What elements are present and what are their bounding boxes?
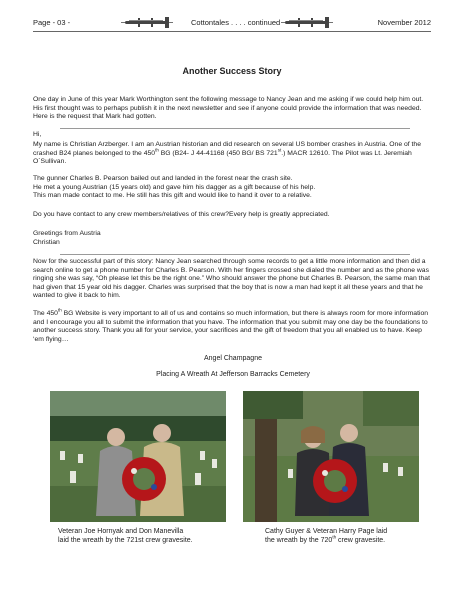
letter-signature: Christian <box>33 239 60 246</box>
letter-paragraph-2: The gunner Charles B. Pearson bailed out and landed in the forest near the crash site. He met a young Austrian (15 years old) and gave him his dagger as a gift because of his help. This man made contact to me. He still has this gift and would like to hand it over to a relative. <box>33 175 316 200</box>
website-paragraph: The 450th BG Website is very important to all of us and contains so much information, but there is always room for more information and I encourage you all to submit the information that you have. The information that you submit may one day be the foundations to another success story. Thank you all for your service, your sacrifices and the gift of freedom that you all enabled us to have. Keep ‘em flying… <box>33 307 429 343</box>
photo-wreath-right <box>243 391 419 522</box>
section-title: Cottontales . . . . continued <box>191 18 281 27</box>
newsletter-date: November 2012 <box>377 18 431 27</box>
page-header <box>33 15 431 31</box>
header-divider <box>33 31 431 32</box>
bomber-icon-right <box>281 15 333 29</box>
intro-paragraph: One day in June of this year Mark Worthington sent the following message to Nancy Jean and me asking if we could help him out. His first thought was to perhaps publish it in the next newsletter and see if anyone could provide the information that was needed. Here is the request that Mark had gotten. <box>33 96 424 121</box>
photo-heading: Placing A Wreath At Jefferson Barracks Cemetery <box>156 371 310 378</box>
letter-closing: Greetings from Austria <box>33 230 101 237</box>
letter-paragraph-1: My name is Christian Arzberger. I am an Austrian historian and did research on several US bomber crashes in Austria. One of the crashed B24 planes belonged to the 450th BG (B24- J 44-41168 (450 BG/ BS 721st.) MACR 12610. The Pilot was Lt. Jeremiah O`Sullivan. <box>33 141 421 166</box>
caption-left: Veteran Joe Hornyak and Don Manevilla laid the wreath by the 721st crew gravesite. <box>58 528 193 544</box>
story-paragraph: Now for the successful part of this story: Nancy Jean searched through some records to get a little more information and then did a search online to get a phone number for Charles B. Pearson. With her fingers crossed she dialed the number and as the phone was ringing she was say, “Oh please let this be the right one.” Who should answer the phone but Charles B. Pearson, the same man that had given that 15 year old his dagger. Charles was surprised that the boy that is now a man had kept it all these years and that he wanted to give it back to him. <box>33 258 430 300</box>
author-name: Angel Champagne <box>204 355 262 362</box>
bomber-icon-left <box>121 15 173 29</box>
photo-wreath-left <box>50 391 226 522</box>
page-number: Page - 03 - <box>33 18 71 27</box>
article-title: Another Success Story <box>182 66 282 76</box>
letter-greeting: Hi, <box>33 131 42 138</box>
letter-divider-bottom <box>60 254 410 255</box>
letter-divider-top <box>60 128 410 129</box>
letter-paragraph-3: Do you have contact to any crew members/relatives of this crew?Every help is greatly appreciated. <box>33 211 330 218</box>
caption-right: Cathy Guyer & Veteran Harry Page laid the wreath by the 720th crew gravesite. <box>265 528 388 544</box>
